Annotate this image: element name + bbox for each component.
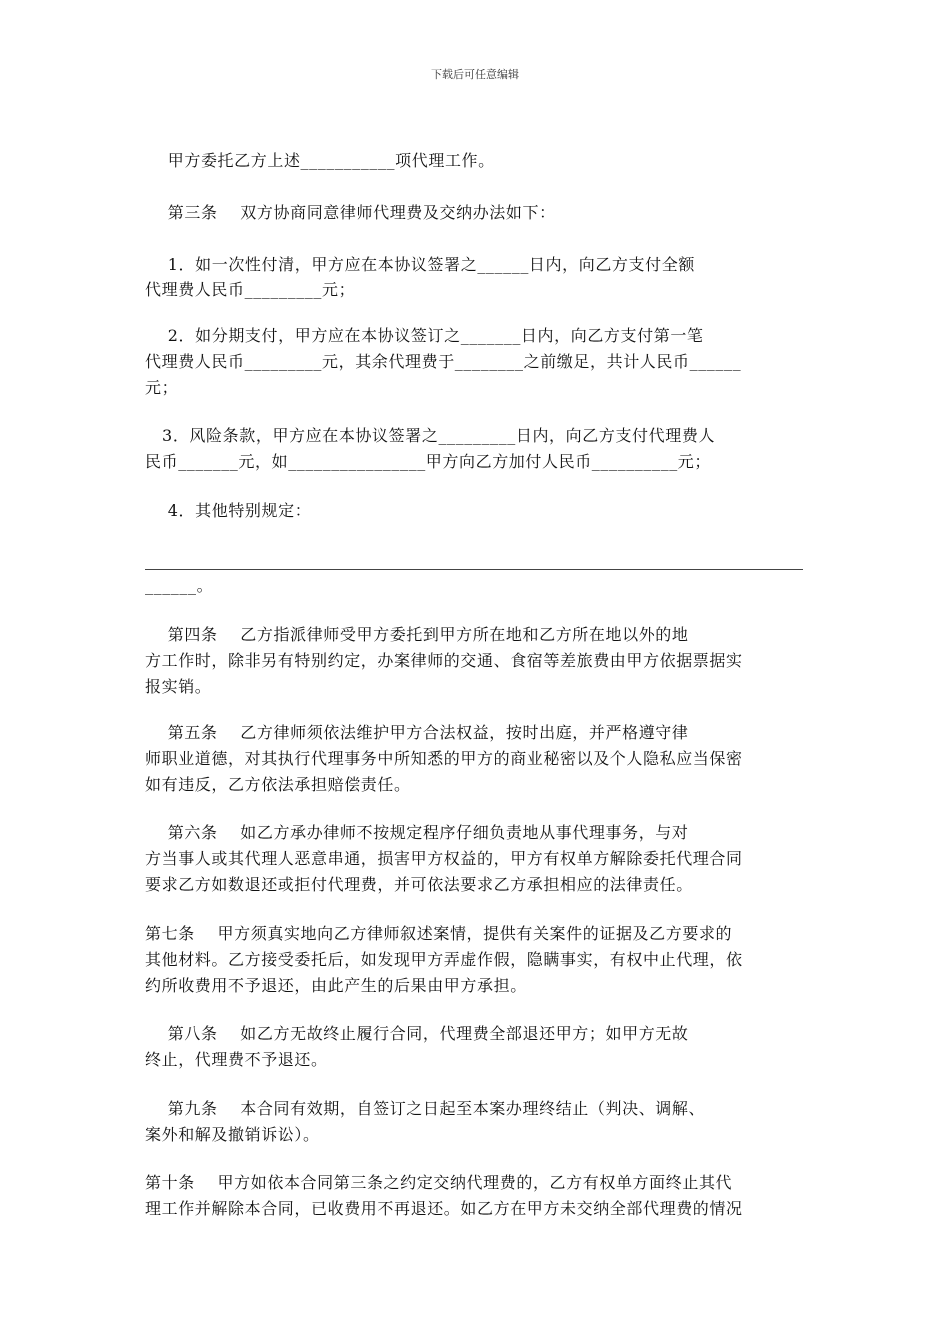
- paragraph-line: 元；: [145, 378, 179, 397]
- paragraph-line: 要求乙方如数退还或拒付代理费，并可依法要求乙方承担相应的法律责任。: [145, 875, 693, 894]
- article-10-line: 第十条 甲方如依本合同第三条之约定交纳代理费的，乙方有权单方面终止其代: [145, 1173, 733, 1192]
- paragraph-line: 终止，代理费不予退还。: [145, 1050, 328, 1069]
- paragraph-line: 约所收费用不予退还，由此产生的后果由甲方承担。: [145, 976, 527, 995]
- paragraph-line: 方工作时，除非另有特别约定，办案律师的交通、食宿等差旅费由甲方依据票据实: [145, 651, 743, 670]
- paragraph-line: 代理费人民币_________元；: [145, 280, 356, 299]
- paragraph-line: 案外和解及撤销诉讼）。: [145, 1125, 320, 1144]
- paragraph-line: 4．其他特别规定：: [145, 501, 312, 520]
- article-3-heading: 第三条 双方协商同意律师代理费及交纳办法如下：: [145, 203, 556, 222]
- article-9-line: 第九条 本合同有效期，自签订之日起至本案办理终结止（判决、调解、: [145, 1099, 706, 1118]
- paragraph-line: 代理费人民币_________元，其余代理费于________之前缴足，共计人民币______: [145, 352, 742, 371]
- paragraph-line: 甲方委托乙方上述___________项代理工作。: [145, 151, 495, 170]
- article-7-line: 第七条 甲方须真实地向乙方律师叙述案情，提供有关案件的证据及乙方要求的: [145, 924, 733, 943]
- page-header: 下载后可任意编辑: [431, 68, 519, 81]
- article-6-line: 第六条 如乙方承办律师不按规定程序仔细负责地从事代理事务，与对: [145, 823, 689, 842]
- blank-fill-line: [145, 569, 803, 570]
- paragraph-line: 方当事人或其代理人恶意串通，损害甲方权益的，甲方有权单方解除委托代理合同: [145, 849, 743, 868]
- paragraph-line: 理工作并解除本合同，已收费用不再退还。如乙方在甲方未交纳全部代理费的情况: [145, 1199, 743, 1218]
- paragraph-line: 报实销。: [145, 677, 212, 696]
- paragraph-line: 如有违反，乙方依法承担赔偿责任。: [145, 775, 411, 794]
- paragraph-line: 师职业道德，对其执行代理事务中所知悉的甲方的商业秘密以及个人隐私应当保密: [145, 749, 743, 768]
- paragraph-line: 1．如一次性付清，甲方应在本协议签署之______日内，向乙方支付全额: [145, 255, 695, 274]
- paragraph-line: 其他材料。乙方接受委托后，如发现甲方弄虚作假，隐瞒事实，有权中止代理，依: [145, 950, 743, 969]
- article-8-line: 第八条 如乙方无故终止履行合同，代理费全部退还甲方；如甲方无故: [145, 1024, 689, 1043]
- paragraph-line: 民币_______元，如________________甲方向乙方加付人民币__________元；: [145, 452, 712, 471]
- paragraph-line: 2．如分期支付，甲方应在本协议签订之_______日内，向乙方支付第一笔: [145, 326, 704, 345]
- article-4-line: 第四条 乙方指派律师受甲方委托到甲方所在地和乙方所在地以外的地: [145, 625, 689, 644]
- paragraph-line: 3．风险条款，甲方应在本协议签署之_________日内，向乙方支付代理费人: [145, 426, 716, 445]
- paragraph-line: ______。: [145, 576, 214, 595]
- article-5-line: 第五条 乙方律师须依法维护甲方合法权益，按时出庭，并严格遵守律: [145, 723, 689, 742]
